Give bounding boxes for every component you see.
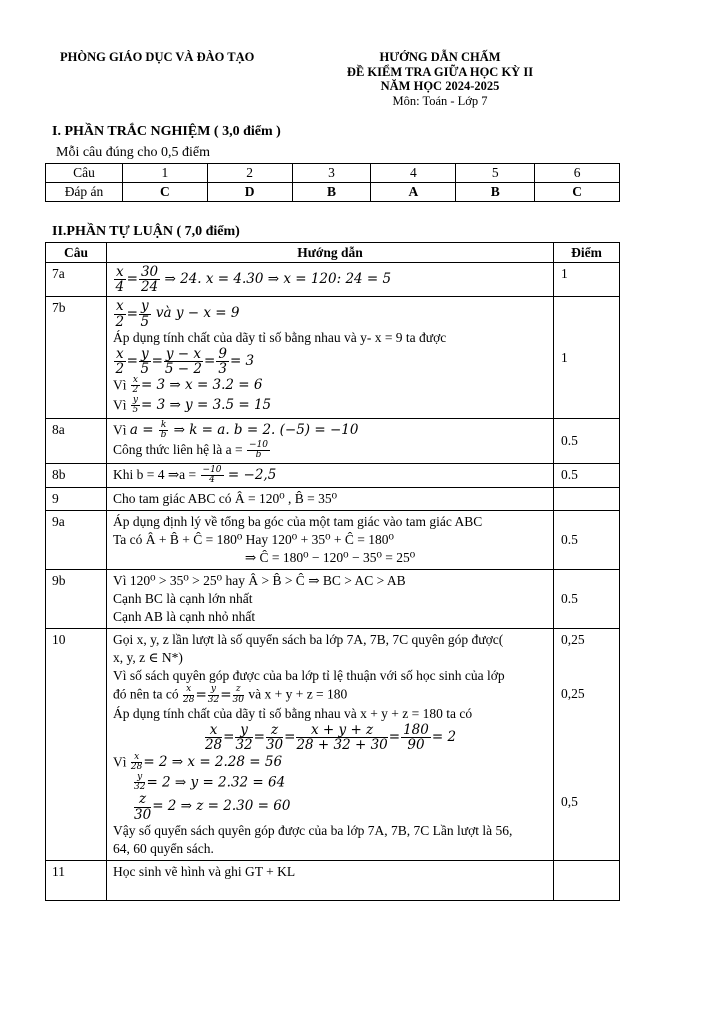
equation: = 3 ⇒ x = 3.2 = 6 [140,377,263,394]
guide-cell: $\frac{x}{4}$ = $\frac{30}{24}$ ⇒ 24. x = 4.30 ⇒ x = 120: 24 = 5 [107,263,554,297]
text-line: Công thức liên hệ là a = [113,441,243,457]
table-row [46,297,620,418]
part1-title: I. PHẦN TRẮC NGHIỆM ( 3,0 điểm ) [52,124,281,139]
header-exam: ĐỀ KIỂM TRA GIỮA HỌC KỲ II [346,64,534,79]
document-header [320,50,560,108]
department-name: PHÒNG GIÁO DỤC VÀ ĐÀO TẠO [60,50,255,64]
text-line: Áp dụng tính chất của dãy tỉ số bằng nhau và y- x = 9 ta được [113,329,447,345]
row-label: Câu [46,164,123,183]
score-value: 0,5 [561,794,578,810]
question-label: 8a [46,418,107,463]
equation: = 2 [431,729,457,746]
equation: ⇒ 24. x = 4.30 ⇒ x = 120: 24 = 5 [164,271,392,288]
question-number: 6 [535,164,620,183]
guide-cell: Cho tam giác ABC có Â = 120⁰ , B̂ = 35⁰ [107,488,554,511]
guide-cell: Học sinh vẽ hình và ghi GT + KL [107,860,554,900]
header-title: HƯỚNG DẪN CHẤM [379,50,501,64]
guide-cell: Vì a = $\frac{k}{b}$ ⇒ k = a. b = 2. (−5) = −10 Công thức liên hệ là a = $\frac{-10}{b}$ [107,418,554,463]
col-header-guide: Hướng dẫn [107,243,554,263]
text-line: đó nên ta có [113,686,179,702]
score-cell: 0.5 [554,418,620,463]
question-number: 2 [207,164,292,183]
text-line: Cạnh AB là cạnh nhỏ nhất [113,609,256,625]
score-cell: 0.5 [554,463,620,488]
score-cell [554,629,620,860]
score-value: 0,25 [561,632,585,648]
guide-cell [107,511,554,570]
guide-cell: Khi b = 4 ⇒a = $\frac{-10}{4}$ = −2,5 [107,463,554,488]
part1-note: Mỗi câu đúng cho 0,5 điểm [56,145,210,160]
answer-cell: D [207,183,292,202]
answer-cell: C [123,183,208,202]
question-number: 4 [371,164,456,183]
guide-cell: Gọi x, y, z lần lượt là số quyển sách ba lớp 7A, 7B, 7C quyên góp được( x, y, z ∈ N*) Vì số sách quyên góp được của ba lớp tỉ lệ thuận với số học sinh của lớp đó nên ta có $\frac{x}{28}$ = $\frac{y}{32}$ = $\frac{z}{30}$ và x + y + z = 180 Áp dụng tính chất của dãy tỉ số bằng nhau và x + y + z = 180 ta có $\frac{x}{28}$ = $\frac{y}{32}$ = $\frac{z}{30}$ = $\frac{x + y + z}{28 + 32 + 30}$ = $\frac{180}{90}$ = 2 Vì $\frac{x}{28}$ = 2 ⇒ x = 2.28 = 56 $\frac{y}{32}$ = 2 ⇒ y = 2.32 = 64 $\frac{z}{30}$ = 2 ⇒ z = 2.30 = 60 Vậy số quyển sách quyên góp được của ba lớp 7A, 7B, 7C Lần lượt là 56, 64, 60 quyển sách. [107,629,554,860]
equation: = 3 [229,352,255,369]
answer-cell: B [292,183,371,202]
part2-title: II.PHẦN TỰ LUẬN ( 7,0 điểm) [52,224,240,239]
col-header-question: Câu [46,243,107,263]
text-line: Cạnh BC là cạnh lớn nhất [113,591,253,607]
equation: = −2,5 [227,466,277,483]
text-line: Gọi x, y, z lần lượt là số quyển sách ba lớp 7A, 7B, 7C quyên góp được( [113,632,504,648]
text-line: Vậy số quyển sách quyên góp được của ba lớp 7A, 7B, 7C Lần lượt là 56, [113,822,513,838]
table-row [46,418,620,463]
table-row [46,263,620,297]
answer-cell: C [535,183,620,202]
question-label: 8b [46,463,107,488]
question-label: 7a [46,263,107,297]
equation: = 2 ⇒ z = 2.30 = 60 [152,798,291,815]
text-line: Khi b = 4 ⇒a = [113,466,197,482]
guide-cell: $\frac{x}{2}$ = $\frac{y}{5}$ và y − x = 9 Áp dụng tính chất của dãy tỉ số bằng nhau và y- x = 9 ta được $\frac{x}{2}$ = $\frac{y}{5}$ = $\frac{y - x}{5 - 2}$ = $\frac{9}{3}$ = 3 Vì $\frac{x}{2}$ = 3 ⇒ x = 3.2 = 6 Vì $\frac{y}{5}$ = 3 ⇒ y = 3.5 = 15 [107,297,554,418]
text-line: x, y, z ∈ N*) [113,650,183,666]
text-line: Áp dụng tính chất của dãy tỉ số bằng nhau và x + y + z = 180 ta có [113,706,473,722]
equation: = 2 ⇒ x = 2.28 = 56 [143,754,283,771]
question-label: 7b [46,297,107,418]
answer-table [45,163,620,202]
row-label: Đáp án [46,183,123,202]
header-year: NĂM HỌC 2024-2025 [380,79,500,93]
question-label: 9b [46,570,107,629]
answer-table-row-answers [46,183,620,202]
text-vi: Vì [113,377,127,393]
answer-cell: B [456,183,535,202]
question-number: 5 [456,164,535,183]
col-header-score: Điểm [554,243,620,263]
score-value: 0,25 [561,686,585,702]
guide-cell [107,570,554,629]
table-row [46,860,620,900]
question-label: 10 [46,629,107,860]
grading-table-header [46,243,620,263]
table-row [46,570,620,629]
question-label: 9a [46,511,107,570]
equation: ⇒ Ĉ = 180⁰ − 120⁰ − 35⁰ = 25⁰ [244,550,416,566]
question-number: 1 [123,164,208,183]
grading-table [45,242,620,901]
header-subject: Môn: Toán - Lớp 7 [392,93,488,108]
text-line: 64, 60 quyển sách. [113,840,214,856]
score-cell [554,488,620,511]
score-cell: 1 [554,297,620,418]
equation: Ta có Â + B̂ + Ĉ = 180⁰ Hay 120⁰ + 35⁰ + Ĉ = 180⁰ [113,532,394,548]
equation: = 3 ⇒ y = 3.5 = 15 [140,397,272,414]
answer-table-row-questions [46,164,620,183]
score-cell [554,860,620,900]
text-line: Vì số sách quyên góp được của ba lớp tỉ lệ thuận với số học sinh của lớp [113,668,505,684]
equation: và x + y + z = 180 [248,686,348,702]
table-row [46,629,620,860]
equation: = 2 ⇒ y = 2.32 = 64 [146,773,286,790]
question-label: 11 [46,860,107,900]
score-cell: 0.5 [554,570,620,629]
table-row [46,511,620,570]
score-cell: 0.5 [554,511,620,570]
equation: ⇒ k = a. b = 2. (−5) = −10 [173,422,359,439]
table-row [46,488,620,511]
answer-cell: A [371,183,456,202]
equation: và y − x = 9 [151,305,240,322]
equation: Vì 120⁰ > 35⁰ > 25⁰ hay Â > B̂ > Ĉ ⇒ BC > AC > AB [113,573,406,589]
question-label: 9 [46,488,107,511]
text-line: Áp dụng định lý về tổng ba góc của một tam giác vào tam giác ABC [113,514,483,530]
score-cell: 1 [554,263,620,297]
table-row [46,463,620,488]
text-vi: Vì [113,397,127,413]
question-number: 3 [292,164,371,183]
